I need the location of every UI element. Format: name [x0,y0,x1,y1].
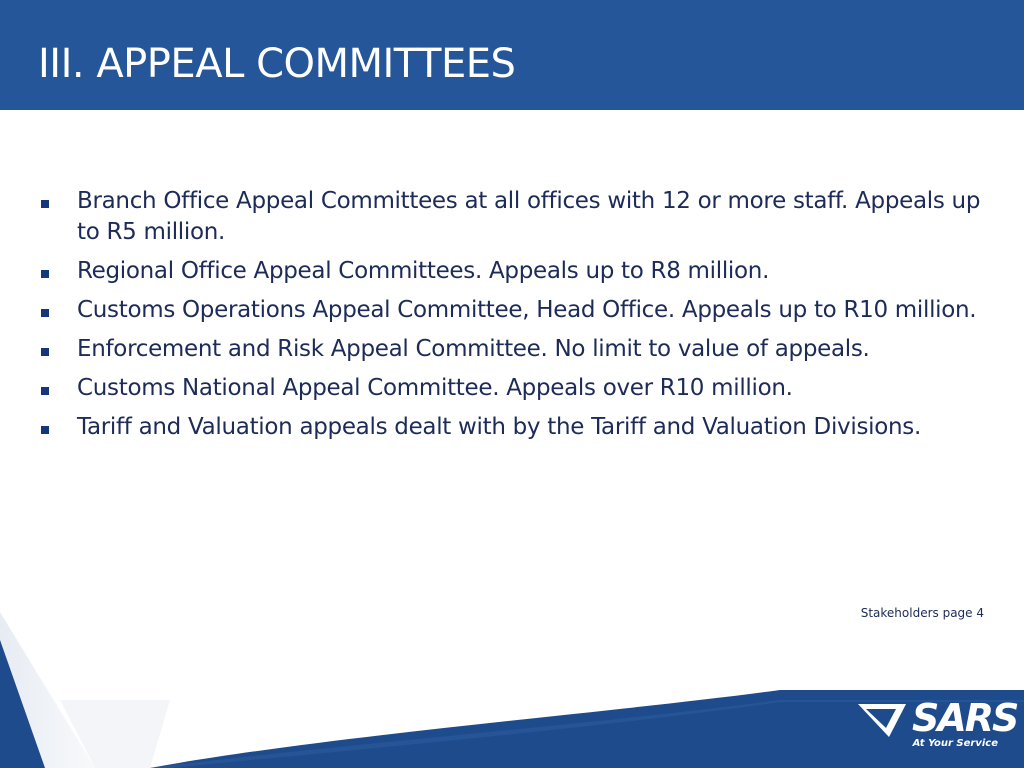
bullet-text: Regional Office Appeal Committees. Appeals up to R8 million. [77,258,770,284]
logo-tagline: At Your Service [912,738,998,749]
footer-note: Stakeholders page 4 [860,606,984,620]
slide-title: III. APPEAL COMMITTEES [38,41,516,87]
bullet-text: Customs National Appeal Committee. Appeals over R10 million. [77,375,793,401]
bullet-text: Customs Operations Appeal Committee, Head Office. Appeals up to R10 million. [77,297,977,323]
bullet-text: Tariff and Valuation appeals dealt with by the Tariff and Valuation Divisions. [77,414,921,440]
sars-logo: SARS [912,696,1018,740]
bullet-text: Enforcement and Risk Appeal Committee. No limit to value of appeals. [77,336,870,362]
bullet-text: Branch Office Appeal Committees at all offices with 12 or more staff. Appeals up to R5 million. [77,188,981,245]
